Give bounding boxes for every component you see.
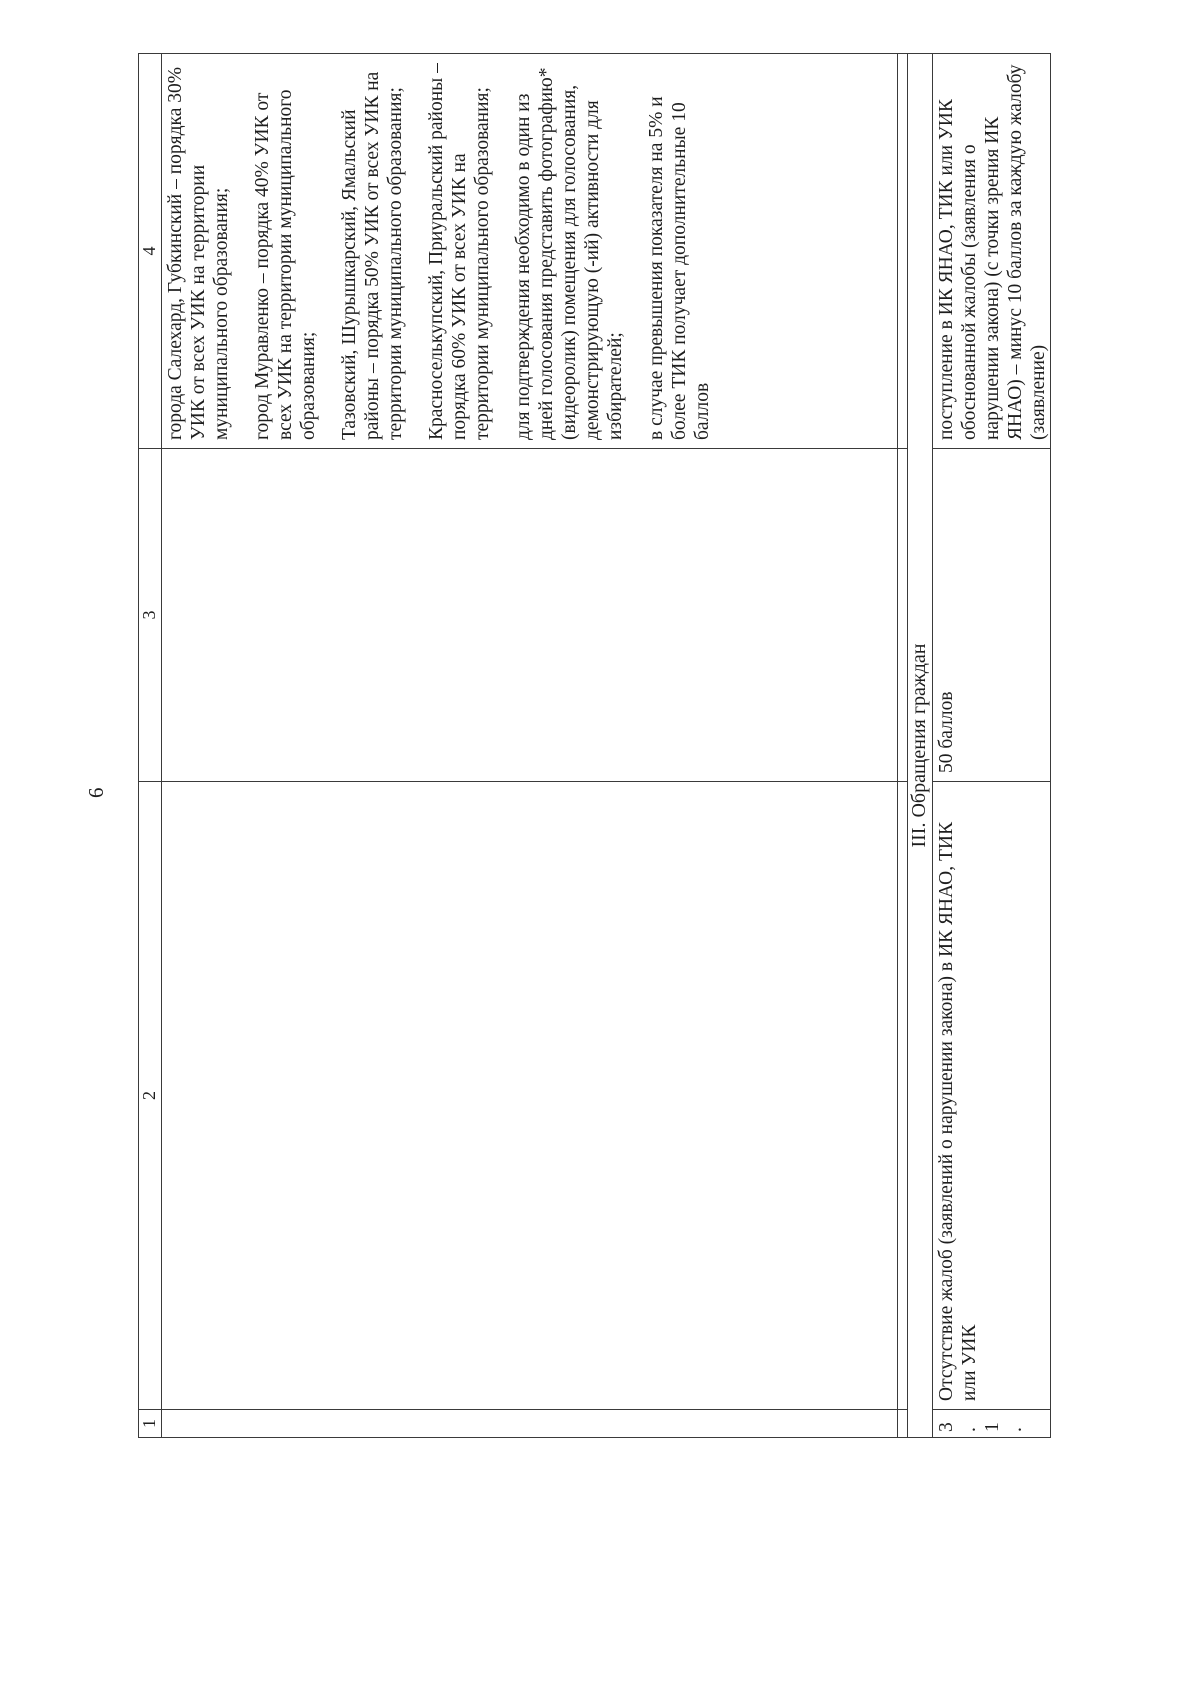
continuation-criterion-cell bbox=[162, 782, 898, 1410]
description-paragraph: города Салехард, Губкинский – порядка 30% УИК от всех УИК на территории муниципального образования; bbox=[165, 67, 232, 440]
description-paragraph: Красноселькупский, Приуральский районы – порядка 60% УИК от всех УИК на территории муниципального образования; bbox=[426, 63, 493, 440]
spacer-cell bbox=[898, 54, 908, 449]
row-number: 3.1. bbox=[933, 1410, 1051, 1438]
row-criterion: Отсутствие жалоб (заявлений о нарушении закона) в ИК ЯНАО, ТИК или УИК bbox=[933, 782, 1051, 1410]
continuation-num-cell bbox=[162, 1410, 898, 1438]
description-paragraph: для подтверждения необходимо в один из дней голосования представить фотографию* (видеоролик) помещения для голосования, демонстрирующую (-ий) активности для избирателей; bbox=[513, 67, 626, 440]
table-row bbox=[933, 54, 1051, 1438]
criteria-table bbox=[138, 53, 1051, 1438]
rotated-page bbox=[84, 53, 1049, 1438]
column-header-2: 2 bbox=[139, 782, 162, 1410]
spacer-row bbox=[898, 54, 908, 1438]
description-paragraph: в случае превышения показателя на 5% и более ТИК получает дополнительные 10 баллов bbox=[646, 96, 713, 440]
continuation-score-cell bbox=[162, 449, 898, 782]
spacer-cell bbox=[898, 782, 908, 1410]
row-description: поступление в ИК ЯНАО, ТИК или УИК обоснованной жалобы (заявления о нарушении закона) (с точки зрения ИК ЯНАО) – минус 10 баллов за каждую жалобу (заявление) bbox=[933, 54, 1051, 449]
description-paragraph: город Муравленко – порядка 40% УИК от всех УИК на территории муниципального образования; bbox=[252, 89, 319, 440]
column-header-4: 4 bbox=[139, 54, 162, 449]
page-number: 6 bbox=[84, 787, 108, 798]
continuation-row bbox=[162, 54, 898, 1438]
spacer-cell bbox=[898, 1410, 908, 1438]
section-title: III. Обращения граждан bbox=[908, 54, 933, 1438]
row-max-score: 50 баллов bbox=[933, 449, 1051, 782]
column-header-1: 1 bbox=[139, 1410, 162, 1438]
column-header-row bbox=[139, 54, 162, 1438]
description-paragraph: Тазовский, Шурышкарский, Ямальский районы – порядка 50% УИК от всех УИК на территории муниципального образования; bbox=[339, 71, 406, 440]
spacer-cell bbox=[898, 449, 908, 782]
section-header-row bbox=[908, 54, 933, 1438]
continuation-description-cell bbox=[162, 54, 898, 449]
column-header-3: 3 bbox=[139, 449, 162, 782]
